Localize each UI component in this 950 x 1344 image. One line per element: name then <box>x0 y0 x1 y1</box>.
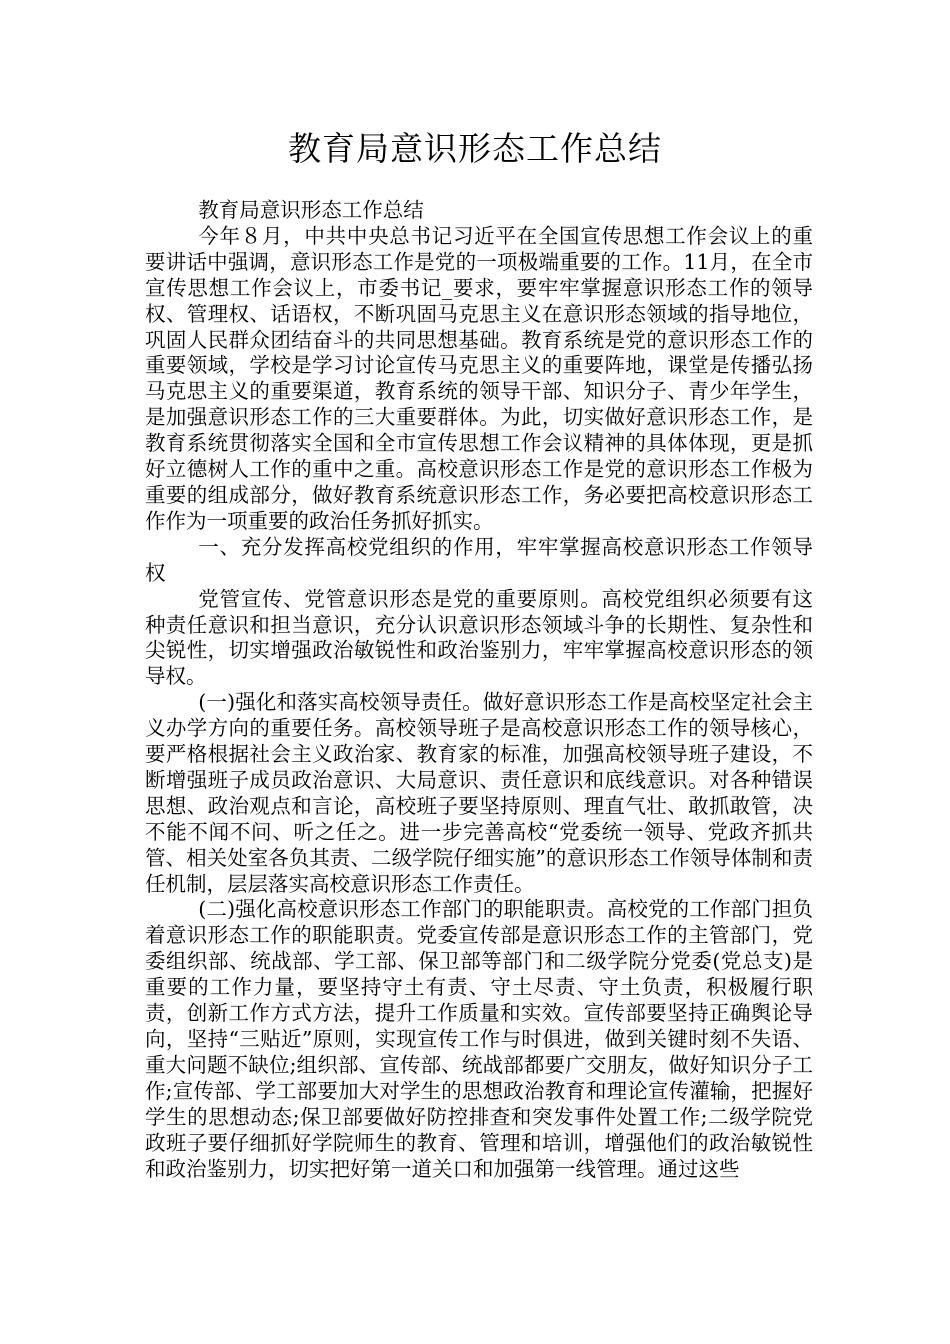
section-heading: 一、充分发挥高校党组织的作用，牢牢掌握高校意识形态工作领导权 <box>145 534 813 585</box>
body-paragraph: (二)强化高校意识形态工作部门的职能职责。高校党的工作部门担负着意识形态工作的职能职责。党委宣传部是意识形态工作的主管部门，党委组织部、统战部、学工部、保卫部等部门和二级学院分党委(党总支)是重要的工作力量，要坚持守土有责、守土尽责、守土负责，积极履行职责，创新工作方式方法，提升工作质量和实效。宣传部要坚持正确舆论导向，坚持“三贴近”原则，实现宣传工作与时俱进，做到关键时刻不失语、重大问题不缺位;组织部、宣传部、统战部都要广交朋友，做好知识分子工作;宣传部、学工部要加大对学生的思想政治教育和理论宣传灌输，把握好学生的思想动态;保卫部要做好防控排查和突发事件处置工作;二级学院党政班子要仔细抓好学院师生的教育、管理和培训，增强他们的政治敏锐性和政治鉴别力，切实把好第一道关口和加强第一线管理。通过这些 <box>145 897 813 1181</box>
body-paragraph: (一)强化和落实高校领导责任。做好意识形态工作是高校坚定社会主义办学方向的重要任务。高校领导班子是高校意识形态工作的领导核心，要严格根据社会主义政治家、教育家的标准，加强高校领导班子建设，不断增强班子成员政治意识、大局意识、责任意识和底线意识。对各种错误思想、政治观点和言论，高校班子要坚持原则、理直气壮、敢抓敢管，决不能不闻不问、听之任之。进一步完善高校“党委统一领导、党政齐抓共管、相关处室各负其责、二级学院仔细实施”的意识形态工作领导体制和责任机制，层层落实高校意识形态工作责任。 <box>145 690 813 896</box>
body-paragraph: 今年８月，中共中央总书记习近平在全国宣传思想工作会议上的重要讲话中强调，意识形态工作是党的一项极端重要的工作。11月，在全市宣传思想工作会议上，市委书记_要求，要牢牢掌握意识形态工作的领导权、管理权、话语权，不断巩固马克思主义在意识形态领域的指导地位，巩固人民群众团结奋斗的共同思想基础。教育系统是党的意识形态工作的重要领域，学校是学习讨论宣传马克思主义的重要阵地，课堂是传播弘扬马克思主义的重要渠道，教育系统的领导干部、知识分子、青少年学生，是加强意识形态工作的三大重要群体。为此，切实做好意识形态工作，是教育系统贯彻落实全国和全市宣传思想工作会议精神的具体体现，更是抓好立德树人工作的重中之重。高校意识形态工作是党的意识形态工作极为重要的组成部分，做好教育系统意识形态工作，务必要把高校意识形态工作作为一项重要的政治任务抓好抓实。 <box>145 223 813 533</box>
body-paragraph: 教育局意识形态工作总结 <box>198 198 424 222</box>
document-body <box>145 198 813 1182</box>
document-title: 教育局意识形态工作总结 <box>288 129 662 168</box>
body-paragraph: 党管宣传、党管意识形态是党的重要原则。高校党组织必须要有这种责任意识和担当意识，充分认识意识形态领域斗争的长期性、复杂性和尖锐性，切实增强政治敏锐性和政治鉴别力，牢牢掌握高校意识形态的领导权。 <box>145 586 813 689</box>
